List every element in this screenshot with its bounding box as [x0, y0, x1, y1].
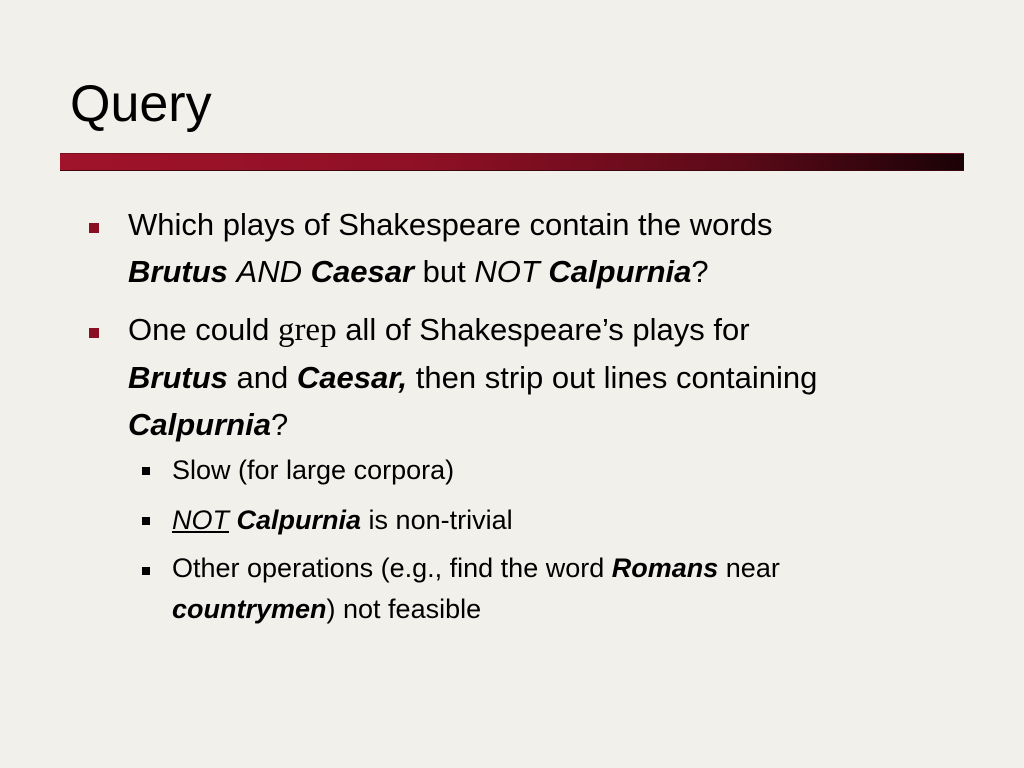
bullet-marker: [89, 223, 99, 233]
subbullet-3-text-near: near: [718, 553, 780, 583]
term-romans: Romans: [611, 553, 719, 583]
term-calpurnia: Calpurnia: [236, 505, 362, 535]
subbullet-3-text-a: Other operations (e.g., find the word: [172, 553, 612, 583]
subbullet-item-3: [172, 548, 952, 630]
space: [302, 254, 311, 289]
bullet-1-text-a: Which plays of Shakespeare contain the words: [128, 207, 773, 242]
term-countrymen: countrymen: [172, 594, 327, 624]
term-caesar: Caesar: [310, 254, 415, 289]
space: [228, 254, 237, 289]
term-caesar: Caesar,: [296, 360, 408, 395]
operator-not: NOT: [474, 254, 540, 289]
subbullet-marker: [142, 467, 150, 475]
question-mark: ?: [270, 407, 289, 442]
term-brutus: Brutus: [128, 254, 228, 289]
command-grep: grep: [277, 312, 337, 348]
space: [229, 505, 237, 535]
bullet-1-text-but: but: [414, 254, 475, 289]
subbullet-marker: [142, 567, 150, 575]
term-calpurnia: Calpurnia: [128, 407, 271, 442]
subbullet-item-2: [172, 500, 952, 541]
bullet-item-2: [128, 306, 948, 448]
bullet-2-text-b: all of Shakespeare’s plays for: [336, 312, 750, 347]
subbullet-2-text: is non-trivial: [361, 505, 513, 535]
bullet-2-text-c: then strip out lines containing: [407, 360, 818, 395]
term-calpurnia: Calpurnia: [548, 254, 692, 289]
subbullet-marker: [142, 517, 150, 525]
question-mark: ?: [691, 254, 709, 289]
bullet-2-text-and: and: [227, 360, 297, 395]
bullet-2-text-a: One could: [128, 312, 278, 347]
term-brutus: Brutus: [128, 360, 228, 395]
bullet-item-1: [128, 201, 948, 295]
operator-and: AND: [236, 254, 302, 289]
subbullet-1-text: Slow (for large corpora): [172, 455, 455, 485]
subbullet-3-text-b: ) not feasible: [326, 594, 482, 624]
subbullet-item-1: [172, 450, 952, 491]
bullet-marker: [89, 328, 99, 338]
operator-not: NOT: [172, 505, 229, 535]
slide-title: Query: [70, 75, 212, 133]
